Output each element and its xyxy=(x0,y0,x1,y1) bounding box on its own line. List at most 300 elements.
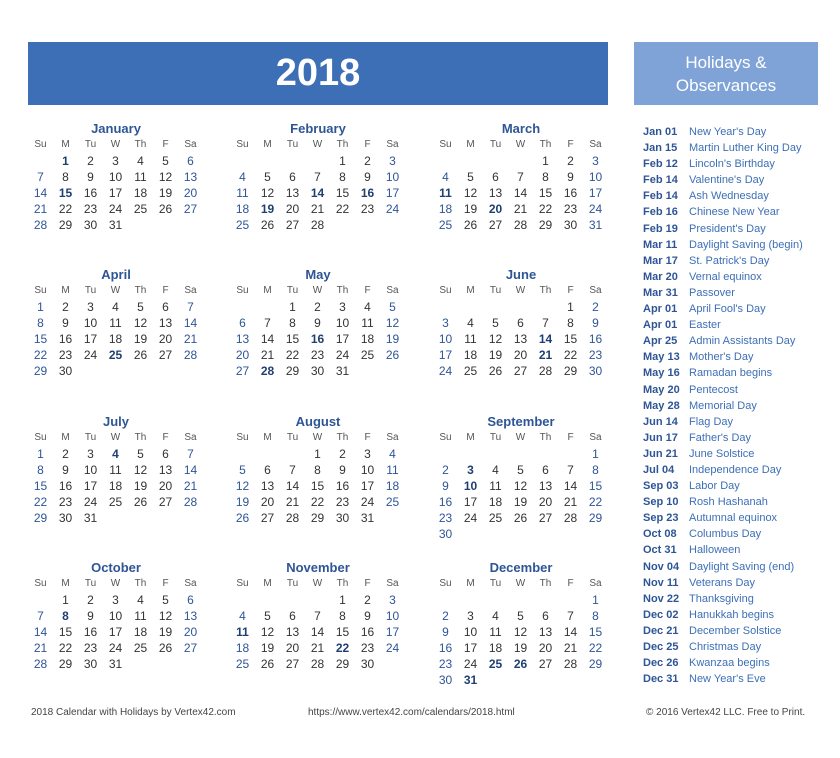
empty-cell xyxy=(508,299,533,315)
holiday-name: Mother's Day xyxy=(689,351,754,364)
weekday-label: Sa xyxy=(589,578,602,589)
holiday-name: Hanukkah begins xyxy=(689,608,775,621)
weekday-label: Tu xyxy=(286,578,299,589)
day-cell: 6 xyxy=(239,316,246,330)
day-cell: 9 xyxy=(314,316,321,330)
weekday-label: W xyxy=(312,432,323,443)
day-cell: 8 xyxy=(37,463,44,477)
day-cell: 2 xyxy=(87,154,94,168)
day-cell: 10 xyxy=(335,316,350,330)
day-cell: 29 xyxy=(58,218,73,232)
day-cell: 5 xyxy=(239,463,246,477)
day-cell: 25 xyxy=(385,495,400,509)
day-cell: 10 xyxy=(108,609,123,623)
holiday-date: Jun 21 xyxy=(643,447,678,460)
day-cell: 3 xyxy=(389,154,396,168)
day-cell: 20 xyxy=(488,202,503,216)
weekday-header xyxy=(433,137,609,153)
day-cell: 25 xyxy=(488,511,503,525)
day-cell: 23 xyxy=(563,202,578,216)
weekday-label: F xyxy=(567,285,574,296)
holiday-date: Dec 31 xyxy=(643,673,679,686)
month-october xyxy=(28,560,204,672)
day-cell: 6 xyxy=(187,154,194,168)
month-name: January xyxy=(91,121,141,136)
day-cell: 13 xyxy=(235,332,250,346)
day-cell: 5 xyxy=(137,447,144,461)
day-cell: 12 xyxy=(133,316,148,330)
day-cell: 4 xyxy=(112,447,119,461)
day-cell: 15 xyxy=(310,479,325,493)
day-cell: 8 xyxy=(314,463,321,477)
day-cell: 11 xyxy=(134,609,147,623)
empty-cell xyxy=(458,153,483,169)
day-cell: 18 xyxy=(235,641,250,655)
day-cell: 11 xyxy=(439,186,452,200)
day-cell: 13 xyxy=(260,479,275,493)
weekday-label: M xyxy=(61,578,70,589)
day-cell: 22 xyxy=(563,348,578,362)
day-cell: 9 xyxy=(364,170,371,184)
holiday-row xyxy=(643,510,823,526)
day-grid xyxy=(230,153,406,233)
day-cell: 15 xyxy=(33,479,48,493)
weekday-label: Sa xyxy=(386,139,399,150)
day-cell: 9 xyxy=(339,463,346,477)
holiday-name: President's Day xyxy=(689,222,766,235)
weekday-label: Tu xyxy=(489,139,502,150)
empty-cell xyxy=(483,592,508,608)
month-name: September xyxy=(487,414,555,429)
weekday-label: F xyxy=(162,285,169,296)
day-cell: 23 xyxy=(360,202,375,216)
weekday-header xyxy=(230,283,406,299)
weekday-label: F xyxy=(567,139,574,150)
empty-cell xyxy=(558,446,583,462)
holiday-row xyxy=(643,478,823,494)
day-cell: 26 xyxy=(488,364,503,378)
holiday-date: Jan 15 xyxy=(643,142,678,155)
weekday-label: Su xyxy=(34,578,47,589)
day-cell: 11 xyxy=(361,316,374,330)
day-cell: 7 xyxy=(517,170,524,184)
holiday-date: Nov 04 xyxy=(643,560,680,573)
day-cell: 17 xyxy=(463,495,478,509)
day-cell: 15 xyxy=(335,186,350,200)
day-cell: 5 xyxy=(264,170,271,184)
day-cell: 15 xyxy=(58,186,73,200)
weekday-label: Th xyxy=(539,432,552,443)
day-cell: 19 xyxy=(488,348,503,362)
weekday-header xyxy=(433,576,609,592)
day-cell: 8 xyxy=(592,609,599,623)
day-cell: 20 xyxy=(538,641,553,655)
day-cell: 16 xyxy=(83,186,98,200)
day-cell: 12 xyxy=(260,186,275,200)
day-cell: 18 xyxy=(108,332,123,346)
day-cell: 13 xyxy=(158,463,173,477)
day-cell: 18 xyxy=(133,625,148,639)
day-cell: 7 xyxy=(37,170,44,184)
day-cell: 24 xyxy=(438,364,453,378)
holiday-date: Mar 31 xyxy=(643,286,678,299)
day-cell: 16 xyxy=(563,186,578,200)
day-cell: 24 xyxy=(108,202,123,216)
day-cell: 9 xyxy=(364,609,371,623)
day-cell: 14 xyxy=(260,332,275,346)
holiday-row xyxy=(643,446,823,462)
day-cell: 26 xyxy=(158,641,173,655)
day-cell: 7 xyxy=(187,447,194,461)
weekday-label: Th xyxy=(539,578,552,589)
empty-cell xyxy=(533,299,558,315)
day-cell: 21 xyxy=(310,202,325,216)
empty-cell xyxy=(305,592,330,608)
day-cell: 11 xyxy=(109,316,122,330)
holiday-date: Mar 11 xyxy=(643,238,678,251)
day-cell: 6 xyxy=(289,170,296,184)
holiday-name: Daylight Saving (begin) xyxy=(689,238,803,251)
holiday-row xyxy=(643,140,823,156)
day-grid xyxy=(230,592,406,672)
day-grid xyxy=(28,446,204,526)
holiday-row xyxy=(643,365,823,381)
month-name: November xyxy=(286,560,350,575)
weekday-label: Su xyxy=(34,285,47,296)
weekday-label: Sa xyxy=(386,578,399,589)
weekday-label: W xyxy=(110,432,121,443)
day-cell: 17 xyxy=(385,186,400,200)
month-may xyxy=(230,267,406,379)
day-cell: 19 xyxy=(463,202,478,216)
day-cell: 20 xyxy=(183,625,198,639)
day-cell: 1 xyxy=(542,154,549,168)
holiday-row xyxy=(643,301,823,317)
weekday-label: M xyxy=(466,432,475,443)
day-cell: 17 xyxy=(335,332,350,346)
weekday-label: W xyxy=(312,285,323,296)
holiday-date: Jun 14 xyxy=(643,415,678,428)
day-cell: 8 xyxy=(567,316,574,330)
day-cell: 29 xyxy=(310,511,325,525)
holiday-name: Father's Day xyxy=(689,431,752,444)
day-cell: 28 xyxy=(563,511,578,525)
day-cell: 13 xyxy=(285,186,300,200)
day-cell: 28 xyxy=(33,218,48,232)
day-cell: 29 xyxy=(538,218,553,232)
day-cell: 31 xyxy=(108,657,123,671)
day-cell: 27 xyxy=(285,657,300,671)
day-cell: 5 xyxy=(162,593,169,607)
holiday-name: Lincoln's Birthday xyxy=(689,158,775,171)
month-april xyxy=(28,267,204,379)
day-cell: 25 xyxy=(438,218,453,232)
empty-cell xyxy=(255,592,280,608)
day-cell: 31 xyxy=(360,511,375,525)
weekday-label: W xyxy=(515,578,526,589)
weekday-label: M xyxy=(466,578,475,589)
day-cell: 16 xyxy=(360,625,375,639)
day-cell: 6 xyxy=(162,300,169,314)
holiday-row xyxy=(643,639,823,655)
holiday-row xyxy=(643,494,823,510)
weekday-label: Sa xyxy=(184,285,197,296)
weekday-label: M xyxy=(466,139,475,150)
holiday-date: Sep 10 xyxy=(643,496,679,509)
weekday-label: W xyxy=(110,285,121,296)
day-cell: 5 xyxy=(264,609,271,623)
day-cell: 7 xyxy=(567,463,574,477)
day-cell: 8 xyxy=(62,170,69,184)
empty-cell xyxy=(533,592,558,608)
month-name: July xyxy=(102,414,129,429)
day-cell: 28 xyxy=(33,657,48,671)
day-cell: 19 xyxy=(158,186,173,200)
day-cell: 26 xyxy=(513,511,528,525)
day-cell: 30 xyxy=(563,218,578,232)
weekday-label: F xyxy=(567,432,574,443)
holiday-name: Chinese New Year xyxy=(689,206,780,219)
day-cell: 9 xyxy=(62,463,69,477)
holiday-name: Easter xyxy=(689,319,721,332)
day-cell: 10 xyxy=(438,332,453,346)
weekday-label: Su xyxy=(439,285,452,296)
weekday-label: Sa xyxy=(184,578,197,589)
day-cell: 17 xyxy=(360,479,375,493)
day-cell: 10 xyxy=(385,609,400,623)
day-cell: 29 xyxy=(563,364,578,378)
weekday-label: Th xyxy=(336,432,349,443)
holiday-name: Vernal equinox xyxy=(689,270,762,283)
holiday-name: Independence Day xyxy=(689,463,782,476)
day-cell: 23 xyxy=(360,641,375,655)
day-cell: 1 xyxy=(314,447,321,461)
day-cell: 30 xyxy=(58,511,73,525)
day-cell: 1 xyxy=(592,593,599,607)
holiday-row xyxy=(643,655,823,671)
day-cell: 22 xyxy=(588,495,603,509)
weekday-label: F xyxy=(162,139,169,150)
holiday-date: Oct 08 xyxy=(643,528,677,541)
month-november xyxy=(230,560,406,672)
day-cell: 19 xyxy=(133,479,148,493)
day-cell: 4 xyxy=(442,170,449,184)
day-cell: 7 xyxy=(314,170,321,184)
month-march xyxy=(433,121,609,233)
day-cell: 25 xyxy=(133,202,148,216)
footer-credit: 2018 Calendar with Holidays by Vertex42.com xyxy=(31,707,236,718)
day-cell: 2 xyxy=(592,300,599,314)
weekday-header xyxy=(230,137,406,153)
day-cell: 21 xyxy=(285,495,300,509)
day-cell: 18 xyxy=(385,479,400,493)
day-cell: 12 xyxy=(158,170,173,184)
holiday-date: Sep 23 xyxy=(643,512,679,525)
day-cell: 28 xyxy=(183,495,198,509)
day-cell: 23 xyxy=(438,657,453,671)
day-grid xyxy=(433,446,609,542)
holiday-date: Jun 17 xyxy=(643,431,678,444)
day-cell: 5 xyxy=(467,170,474,184)
holiday-date: May 13 xyxy=(643,351,680,364)
day-cell: 14 xyxy=(183,463,198,477)
weekday-label: Tu xyxy=(286,432,299,443)
weekday-label: Tu xyxy=(489,285,502,296)
day-grid xyxy=(433,592,609,688)
footer-url[interactable]: https://www.vertex42.com/calendars/2018.html xyxy=(308,707,515,718)
holiday-row xyxy=(643,462,823,478)
day-cell: 9 xyxy=(567,170,574,184)
day-cell: 3 xyxy=(112,154,119,168)
day-cell: 26 xyxy=(260,218,275,232)
day-cell: 28 xyxy=(183,348,198,362)
weekday-label: M xyxy=(466,285,475,296)
day-cell: 12 xyxy=(158,609,173,623)
holiday-name: New Year's Day xyxy=(689,126,767,138)
day-cell: 3 xyxy=(389,593,396,607)
day-cell: 9 xyxy=(442,479,449,493)
day-cell: 5 xyxy=(389,300,396,314)
weekday-label: Th xyxy=(336,285,349,296)
holiday-date: Feb 12 xyxy=(643,158,678,171)
day-cell: 31 xyxy=(83,511,98,525)
weekday-label: M xyxy=(61,432,70,443)
day-cell: 6 xyxy=(542,463,549,477)
weekday-label: M xyxy=(263,285,272,296)
day-cell: 28 xyxy=(285,511,300,525)
day-cell: 28 xyxy=(513,218,528,232)
day-cell: 16 xyxy=(438,641,453,655)
holiday-date: Feb 16 xyxy=(643,206,678,219)
day-cell: 1 xyxy=(62,154,69,168)
day-cell: 11 xyxy=(464,332,477,346)
holiday-name: Flag Day xyxy=(689,415,734,428)
day-cell: 1 xyxy=(339,593,346,607)
day-cell: 2 xyxy=(339,447,346,461)
day-cell: 22 xyxy=(335,202,350,216)
holiday-name: Rosh Hashanah xyxy=(689,496,768,509)
day-cell: 22 xyxy=(335,641,350,655)
day-cell: 1 xyxy=(339,154,346,168)
empty-cell xyxy=(28,153,53,169)
empty-cell xyxy=(255,299,280,315)
empty-cell xyxy=(230,592,255,608)
day-cell: 15 xyxy=(588,479,603,493)
day-cell: 20 xyxy=(183,186,198,200)
weekday-label: Th xyxy=(134,285,147,296)
day-cell: 4 xyxy=(492,609,499,623)
day-cell: 24 xyxy=(385,202,400,216)
day-cell: 20 xyxy=(538,495,553,509)
day-cell: 19 xyxy=(385,332,400,346)
holiday-row xyxy=(643,253,823,269)
day-cell: 21 xyxy=(538,348,553,362)
day-cell: 25 xyxy=(108,348,123,362)
day-cell: 15 xyxy=(563,332,578,346)
day-cell: 22 xyxy=(310,495,325,509)
day-cell: 2 xyxy=(442,609,449,623)
day-cell: 10 xyxy=(463,479,478,493)
empty-cell xyxy=(433,299,458,315)
day-cell: 21 xyxy=(183,332,198,346)
holiday-name: St. Patrick's Day xyxy=(689,254,770,267)
weekday-label: M xyxy=(263,432,272,443)
weekday-label: W xyxy=(515,139,526,150)
day-cell: 9 xyxy=(442,625,449,639)
holiday-date: Dec 02 xyxy=(643,608,679,621)
day-cell: 10 xyxy=(588,170,603,184)
holidays-header xyxy=(634,42,818,105)
day-cell: 23 xyxy=(83,641,98,655)
day-cell: 2 xyxy=(62,300,69,314)
day-cell: 14 xyxy=(563,625,578,639)
holiday-row xyxy=(643,172,823,188)
holiday-date: Jan 01 xyxy=(643,126,678,138)
day-cell: 5 xyxy=(517,463,524,477)
day-cell: 11 xyxy=(386,463,399,477)
month-name: March xyxy=(501,121,541,136)
day-cell: 25 xyxy=(108,495,123,509)
day-cell: 6 xyxy=(517,316,524,330)
weekday-label: F xyxy=(364,139,371,150)
day-cell: 21 xyxy=(33,202,48,216)
holiday-row xyxy=(643,237,823,253)
day-cell: 8 xyxy=(37,316,44,330)
day-cell: 9 xyxy=(87,170,94,184)
day-cell: 22 xyxy=(285,348,300,362)
day-cell: 24 xyxy=(83,495,98,509)
day-cell: 8 xyxy=(339,170,346,184)
day-cell: 16 xyxy=(58,479,73,493)
holiday-row xyxy=(643,591,823,607)
day-cell: 12 xyxy=(513,625,528,639)
day-cell: 29 xyxy=(58,657,73,671)
day-cell: 2 xyxy=(364,154,371,168)
day-cell: 8 xyxy=(289,316,296,330)
weekday-label: Su xyxy=(236,432,249,443)
weekday-label: Th xyxy=(539,139,552,150)
day-cell: 10 xyxy=(108,170,123,184)
day-cell: 9 xyxy=(87,609,94,623)
day-cell: 4 xyxy=(389,447,396,461)
day-cell: 23 xyxy=(335,495,350,509)
day-cell: 10 xyxy=(83,316,98,330)
day-cell: 27 xyxy=(513,364,528,378)
day-cell: 12 xyxy=(385,316,400,330)
day-cell: 27 xyxy=(183,202,198,216)
holiday-row xyxy=(643,398,823,414)
day-cell: 25 xyxy=(133,641,148,655)
day-grid xyxy=(433,299,609,379)
day-cell: 1 xyxy=(289,300,296,314)
day-cell: 24 xyxy=(385,641,400,655)
day-cell: 11 xyxy=(489,479,502,493)
day-cell: 17 xyxy=(463,641,478,655)
day-grid xyxy=(230,446,406,526)
weekday-header xyxy=(433,430,609,446)
day-cell: 10 xyxy=(385,170,400,184)
day-cell: 23 xyxy=(58,348,73,362)
day-cell: 27 xyxy=(538,657,553,671)
day-cell: 30 xyxy=(438,527,453,541)
day-cell: 23 xyxy=(58,495,73,509)
day-cell: 15 xyxy=(588,625,603,639)
holiday-name: Halloween xyxy=(689,544,741,557)
weekday-label: Tu xyxy=(84,139,97,150)
day-cell: 18 xyxy=(108,479,123,493)
day-cell: 18 xyxy=(438,202,453,216)
day-cell: 31 xyxy=(108,218,123,232)
